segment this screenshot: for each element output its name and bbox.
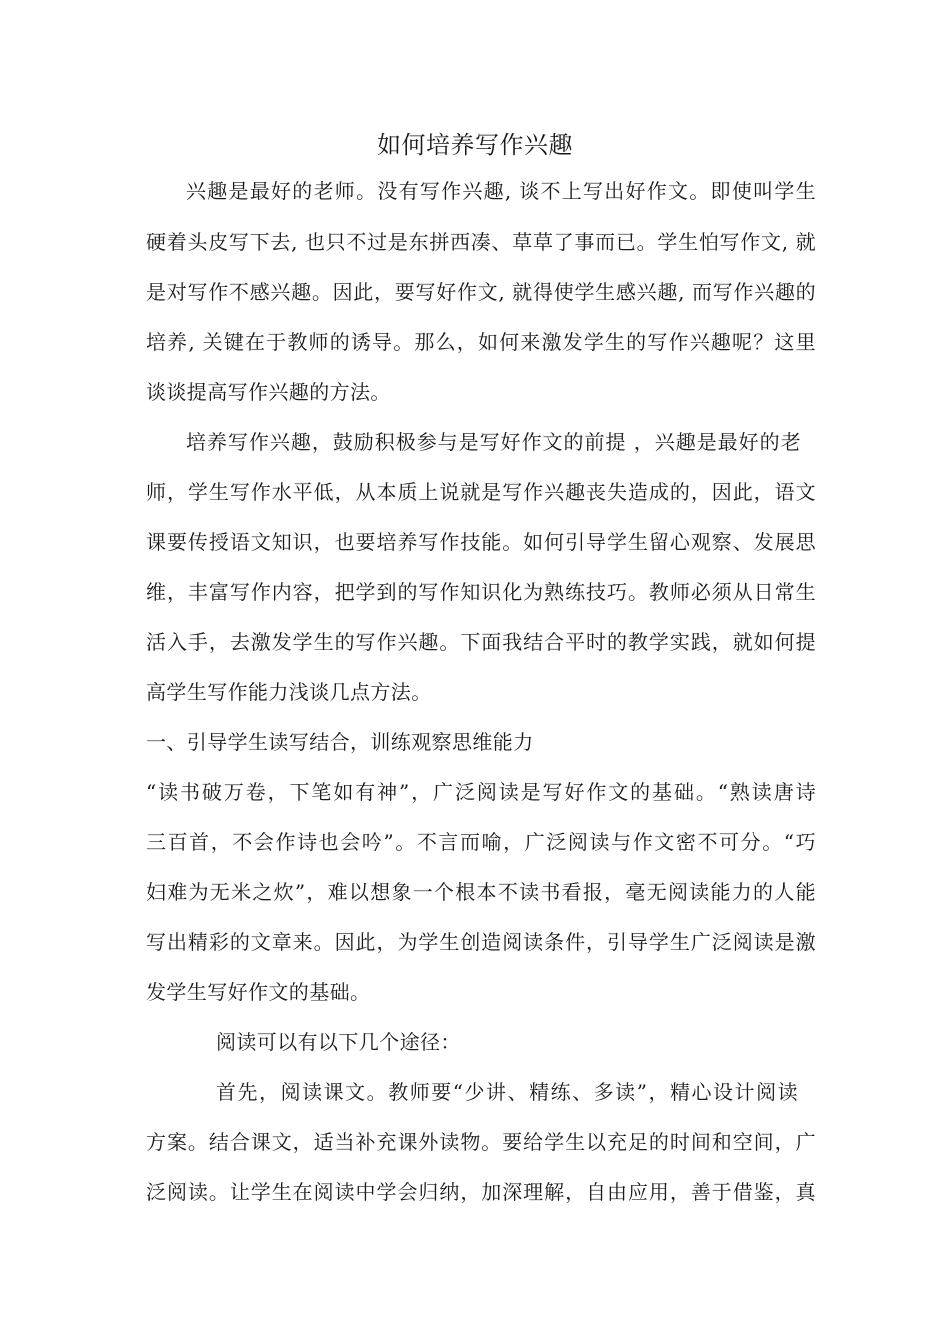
paragraph-line: 兴趣是最好的老师。没有写作兴趣, 谈不上写出好作文。即使叫学生	[186, 179, 816, 203]
paragraph-line: 培养写作兴趣，鼓励积极参与是写好作文的前提 ，兴趣是最好的老	[186, 430, 801, 454]
paragraph-line: 高学生写作能力浅谈几点方法。	[146, 680, 432, 704]
paragraph-line: 阅读可以有以下几个途径：	[216, 1030, 461, 1054]
paragraph-line: 活入手，去激发学生的写作兴趣。下面我结合平时的教学实践，就如何提	[146, 630, 816, 654]
paragraph-line: 课要传授语文知识，也要培养写作技能。如何引导学生留心观察、发展思	[146, 530, 816, 554]
document-title: 如何培养写作兴趣	[377, 131, 573, 159]
paragraph-line: 写出精彩的文章来。因此，为学生创造阅读条件，引导学生广泛阅读是激	[146, 930, 816, 954]
paragraph-line: 师，学生写作水平低，从本质上说就是写作兴趣丧失造成的，因此，语文	[146, 480, 816, 504]
paragraph-line: “读书破万卷，下笔如有神”，广泛阅读是写好作文的基础。“熟读唐诗	[146, 780, 816, 804]
section-heading: 一、引导学生读写结合，训练观察思维能力	[146, 730, 534, 754]
paragraph-line: 三百首，不会作诗也会吟”。不言而喻，广泛阅读与作文密不可分。“巧	[146, 830, 816, 854]
paragraph-line: 谈谈提高写作兴趣的方法。	[146, 380, 391, 404]
paragraph-line: 发学生写好作文的基础。	[146, 980, 371, 1004]
paragraph-line: 妇难为无米之炊”，难以想象一个根本不读书看报，毫无阅读能力的人能	[146, 880, 816, 904]
paragraph-line: 硬着头皮写下去, 也只不过是东拼西凑、草草了事而已。学生怕写作文, 就	[146, 230, 816, 254]
paragraph-line: 维，丰富写作内容，把学到的写作知识化为熟练技巧。教师必须从日常生	[146, 580, 816, 604]
paragraph-line: 泛阅读。让学生在阅读中学会归纳，加深理解，自由应用，善于借鉴，真	[146, 1180, 816, 1204]
paragraph-line: 方案。结合课文，适当补充课外读物。要给学生以充足的时间和空间，广	[146, 1130, 816, 1154]
paragraph-line: 是对写作不感兴趣。因此，要写好作文, 就得使学生感兴趣, 而写作兴趣的	[146, 280, 816, 304]
paragraph-line: 培养, 关键在于教师的诱导。那么，如何来激发学生的写作兴趣呢？这里	[146, 330, 816, 354]
paragraph-line: 首先，阅读课文。教师要“少讲、精练、多读”，精心设计阅读	[216, 1080, 798, 1104]
